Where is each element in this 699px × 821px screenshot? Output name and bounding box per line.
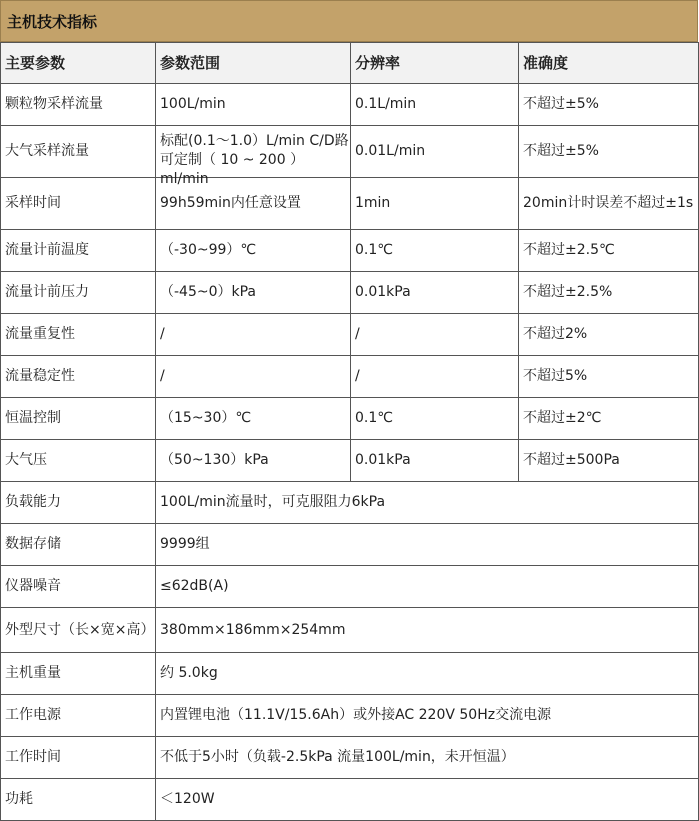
range-cell [156, 126, 351, 187]
param-cell: 大气采样流量 [1, 126, 156, 178]
header-range: 参数范围 [156, 43, 351, 84]
range-cell: / [156, 356, 351, 398]
table-row [1, 440, 699, 482]
range-cell: （15~30）℃ [156, 398, 351, 440]
accuracy-cell: 不超过±500Pa [519, 440, 699, 482]
range-cell: 100L/min [156, 84, 351, 126]
resolution-cell: 0.1℃ [351, 398, 519, 440]
table-row [1, 356, 699, 398]
resolution-cell: 1min [351, 178, 519, 230]
header-accuracy: 准确度 [519, 43, 699, 84]
param-cell: 外型尺寸（长×宽×高） [1, 608, 156, 653]
table-row [1, 398, 699, 440]
accuracy-cell: 不超过5% [519, 356, 699, 398]
param-cell: 仪器噪音 [1, 566, 156, 608]
value-cell: 380mm×186mm×254mm [156, 608, 699, 653]
param-cell: 流量计前压力 [1, 272, 156, 314]
param-cell: 采样时间 [1, 178, 156, 230]
resolution-cell: 0.01kPa [351, 272, 519, 314]
param-cell: 颗粒物采样流量 [1, 84, 156, 126]
table-row [1, 314, 699, 356]
value-cell: 约 5.0kg [156, 653, 699, 695]
header-row [1, 43, 699, 84]
table-row [1, 84, 699, 126]
accuracy-cell: 20min计时误差不超过±1s [519, 178, 699, 230]
param-cell: 工作时间 [1, 737, 156, 779]
header-resolution: 分辨率 [351, 43, 519, 84]
resolution-cell: 0.1L/min [351, 84, 519, 126]
value-cell: 不低于5小时（负载-2.5kPa 流量100L/min，未开恒温） [156, 737, 699, 779]
table-row [1, 178, 699, 230]
header-param: 主要参数 [1, 43, 156, 84]
range-cell: 99h59min内任意设置 [156, 178, 351, 230]
resolution-cell: 0.01kPa [351, 440, 519, 482]
table-row [1, 524, 699, 566]
resolution-cell: 0.01L/min [351, 126, 519, 178]
value-cell: ＜120W [156, 779, 699, 821]
param-cell: 数据存储 [1, 524, 156, 566]
table-row [1, 695, 699, 737]
param-cell: 主机重量 [1, 653, 156, 695]
param-cell: 流量计前温度 [1, 230, 156, 272]
accuracy-cell: 不超过±2.5℃ [519, 230, 699, 272]
accuracy-cell: 不超过±2.5% [519, 272, 699, 314]
param-cell: 大气压 [1, 440, 156, 482]
value-cell: 9999组 [156, 524, 699, 566]
section-title: 主机技术指标 [0, 0, 698, 42]
table-row [1, 608, 699, 653]
range-cell: / [156, 314, 351, 356]
param-cell: 工作电源 [1, 695, 156, 737]
table-row [1, 737, 699, 779]
table-row [1, 653, 699, 695]
accuracy-cell: 不超过±2℃ [519, 398, 699, 440]
param-cell: 负载能力 [1, 482, 156, 524]
table-row [1, 230, 699, 272]
table-row [1, 126, 699, 178]
value-cell: 100L/min流量时，可克服阻力6kPa [156, 482, 699, 524]
table-row [1, 272, 699, 314]
param-cell: 流量稳定性 [1, 356, 156, 398]
resolution-cell: 0.1℃ [351, 230, 519, 272]
value-cell: ≤62dB(A) [156, 566, 699, 608]
resolution-cell: / [351, 356, 519, 398]
range-text: 标配(0.1～1.0）L/min C/D路可定制（ 10 ~ 200 ）ml/min [160, 132, 349, 187]
accuracy-cell: 不超过±5% [519, 126, 699, 178]
range-cell: （-45~0）kPa [156, 272, 351, 314]
resolution-cell: / [351, 314, 519, 356]
spec-table [0, 42, 699, 821]
accuracy-cell: 不超过±5% [519, 84, 699, 126]
param-cell: 恒温控制 [1, 398, 156, 440]
param-cell: 流量重复性 [1, 314, 156, 356]
accuracy-cell: 不超过2% [519, 314, 699, 356]
range-cell: （-30~99）℃ [156, 230, 351, 272]
range-cell: （50~130）kPa [156, 440, 351, 482]
param-cell: 功耗 [1, 779, 156, 821]
table-row [1, 779, 699, 821]
table-row [1, 566, 699, 608]
table-row [1, 482, 699, 524]
value-cell: 内置锂电池（11.1V/15.6Ah）或外接AC 220V 50Hz交流电源 [156, 695, 699, 737]
